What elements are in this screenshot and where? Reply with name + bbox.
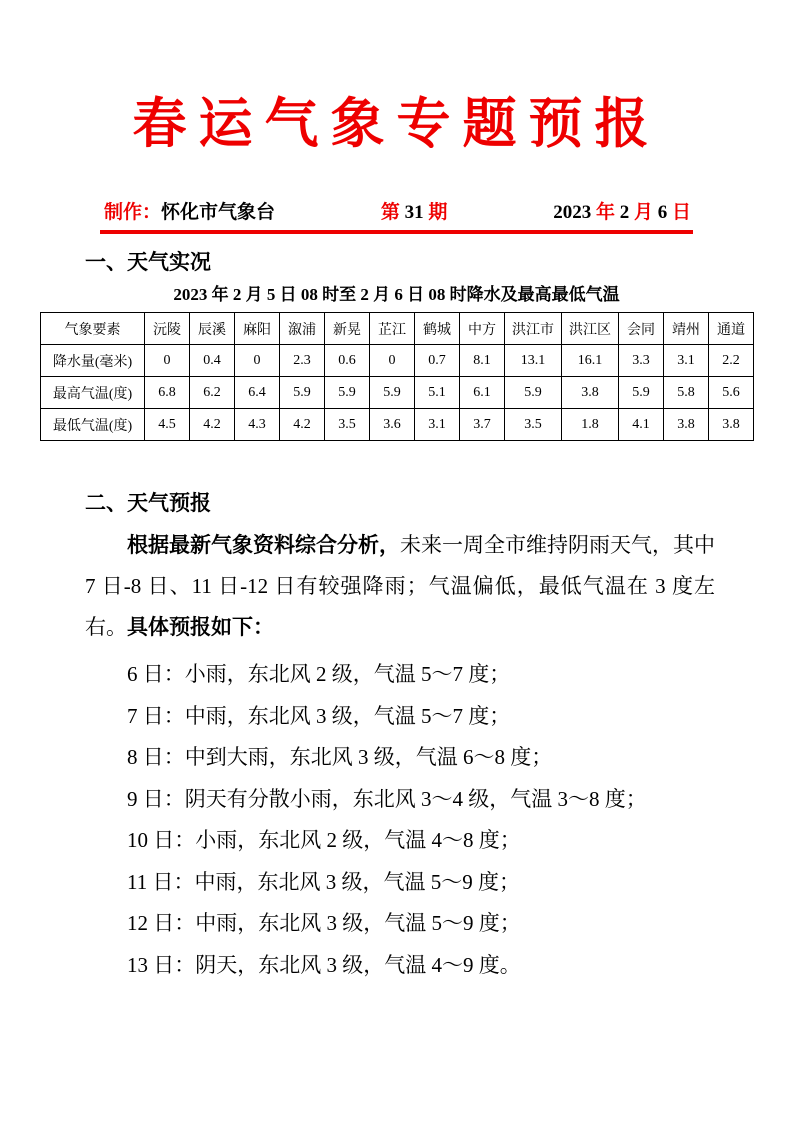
forecast-line: 13 日：阴天，东北风 3 级，气温 4～9 度。 [127, 952, 521, 977]
column-header: 会同 [619, 313, 664, 345]
table-cell: 0 [370, 345, 415, 377]
date-day: 6 [657, 202, 668, 223]
table-cell: 5.8 [664, 377, 709, 409]
table-cell: 5.9 [505, 377, 562, 409]
date-month-unit: 月 [629, 202, 658, 223]
section-heading-forecast: 二、天气预报 [85, 491, 211, 515]
table-cell: 4.1 [619, 409, 664, 441]
table-cell: 3.6 [370, 409, 415, 441]
table-cell: 5.9 [370, 377, 415, 409]
producer-name: 怀化市气象台 [161, 202, 276, 223]
table-cell: 6.2 [190, 377, 235, 409]
header-meta-row [104, 200, 691, 226]
page-title: 春运气象专题预报 [132, 94, 661, 154]
table-cell: 0 [235, 345, 280, 377]
table-cell: 4.5 [145, 409, 190, 441]
column-header: 麻阳 [235, 313, 280, 345]
table-cell: 3.1 [664, 345, 709, 377]
forecast-line: 7 日：中雨，东北风 3 级，气温 5～7 度； [127, 703, 511, 728]
table-cell: 3.5 [505, 409, 562, 441]
table-row [41, 409, 754, 441]
table-cell: 6.8 [145, 377, 190, 409]
forecast-line: 12 日：中雨，东北风 3 级，气温 5～9 度； [127, 911, 521, 935]
issue-suffix: 期 [423, 202, 448, 223]
table-cell: 3.3 [619, 345, 664, 377]
table-cell: 1.8 [562, 409, 619, 441]
forecast-line: 10 日：小雨，东北风 2 级，气温 4～8 度； [127, 828, 521, 852]
table-cell: 3.1 [415, 409, 460, 441]
table-cell: 13.1 [505, 345, 562, 377]
table-cell: 5.6 [709, 377, 754, 409]
issue-field [381, 200, 448, 226]
forecast-list [127, 654, 793, 986]
forecast-intro [85, 525, 715, 648]
table-cell: 5.9 [619, 377, 664, 409]
column-header: 靖州 [664, 313, 709, 345]
date-year: 2023 [553, 202, 592, 223]
intro-bold-tail: 具体预报如下： [127, 615, 274, 639]
row-label: 最低气温(度) [41, 409, 145, 441]
column-header: 气象要素 [41, 313, 145, 345]
column-header: 洪江区 [562, 313, 619, 345]
table-cell: 3.8 [709, 409, 754, 441]
column-header: 鹤城 [415, 313, 460, 345]
row-label: 降水量(毫米) [41, 345, 145, 377]
issue-number: 31 [404, 202, 424, 223]
table-cell: 8.1 [460, 345, 505, 377]
table-cell: 2.3 [280, 345, 325, 377]
column-header: 芷江 [370, 313, 415, 345]
column-header: 溆浦 [280, 313, 325, 345]
table-cell: 3.8 [562, 377, 619, 409]
table-cell: 5.9 [325, 377, 370, 409]
table-cell: 3.7 [460, 409, 505, 441]
table-cell: 5.1 [415, 377, 460, 409]
table-cell: 2.2 [709, 345, 754, 377]
column-header: 中方 [460, 313, 505, 345]
produced-label: 制作： [104, 202, 162, 223]
forecast-line: 8 日：中到大雨，东北风 3 级，气温 6～8 度； [127, 745, 553, 769]
column-header: 洪江市 [505, 313, 562, 345]
table-cell: 3.8 [664, 409, 709, 441]
table-cell: 4.3 [235, 409, 280, 441]
section-heading-actuals: 一、天气实况 [85, 250, 211, 274]
header-rule-divider [100, 230, 693, 234]
date-day-unit: 日 [667, 202, 691, 223]
table-cell: 5.9 [280, 377, 325, 409]
table-header-row [41, 313, 754, 345]
date-year-unit: 年 [591, 202, 620, 223]
row-label: 最高气温(度) [41, 377, 145, 409]
table-cell: 0.7 [415, 345, 460, 377]
column-header: 辰溪 [190, 313, 235, 345]
table-row [41, 377, 754, 409]
column-header: 通道 [709, 313, 754, 345]
table-row [41, 345, 754, 377]
table-cell: 0 [145, 345, 190, 377]
weather-table [40, 312, 754, 441]
forecast-line: 9 日：阴天有分散小雨，东北风 3～4 级，气温 3～8 度； [127, 786, 647, 811]
column-header: 新晃 [325, 313, 370, 345]
table-cell: 16.1 [562, 345, 619, 377]
table-cell: 4.2 [190, 409, 235, 441]
table-cell: 0.4 [190, 345, 235, 377]
producer-field [104, 200, 275, 226]
intro-bold-lead: 根据最新气象资料综合分析， [127, 533, 400, 557]
table-cell: 0.6 [325, 345, 370, 377]
forecast-line: 11 日：中雨，东北风 3 级，气温 5～9 度； [127, 869, 520, 894]
table-cell: 6.4 [235, 377, 280, 409]
forecast-line: 6 日：小雨，东北风 2 级，气温 5～7 度； [127, 662, 511, 686]
table-caption: 2023 年 2 月 5 日 08 时至 2 月 6 日 08 时降水及最高最低气温 [173, 285, 620, 304]
column-header: 沅陵 [145, 313, 190, 345]
table-cell: 4.2 [280, 409, 325, 441]
issue-prefix: 第 [380, 202, 405, 223]
intro-body: 未来一周全市维持阴雨天气，其中 7 日-8 日、11 日-12 日有较强降雨；气温偏低，最低气温在 3 度左右。 [85, 533, 715, 639]
date-month: 2 [619, 202, 630, 223]
date-field [553, 200, 691, 226]
table-cell: 6.1 [460, 377, 505, 409]
table-cell: 3.5 [325, 409, 370, 441]
